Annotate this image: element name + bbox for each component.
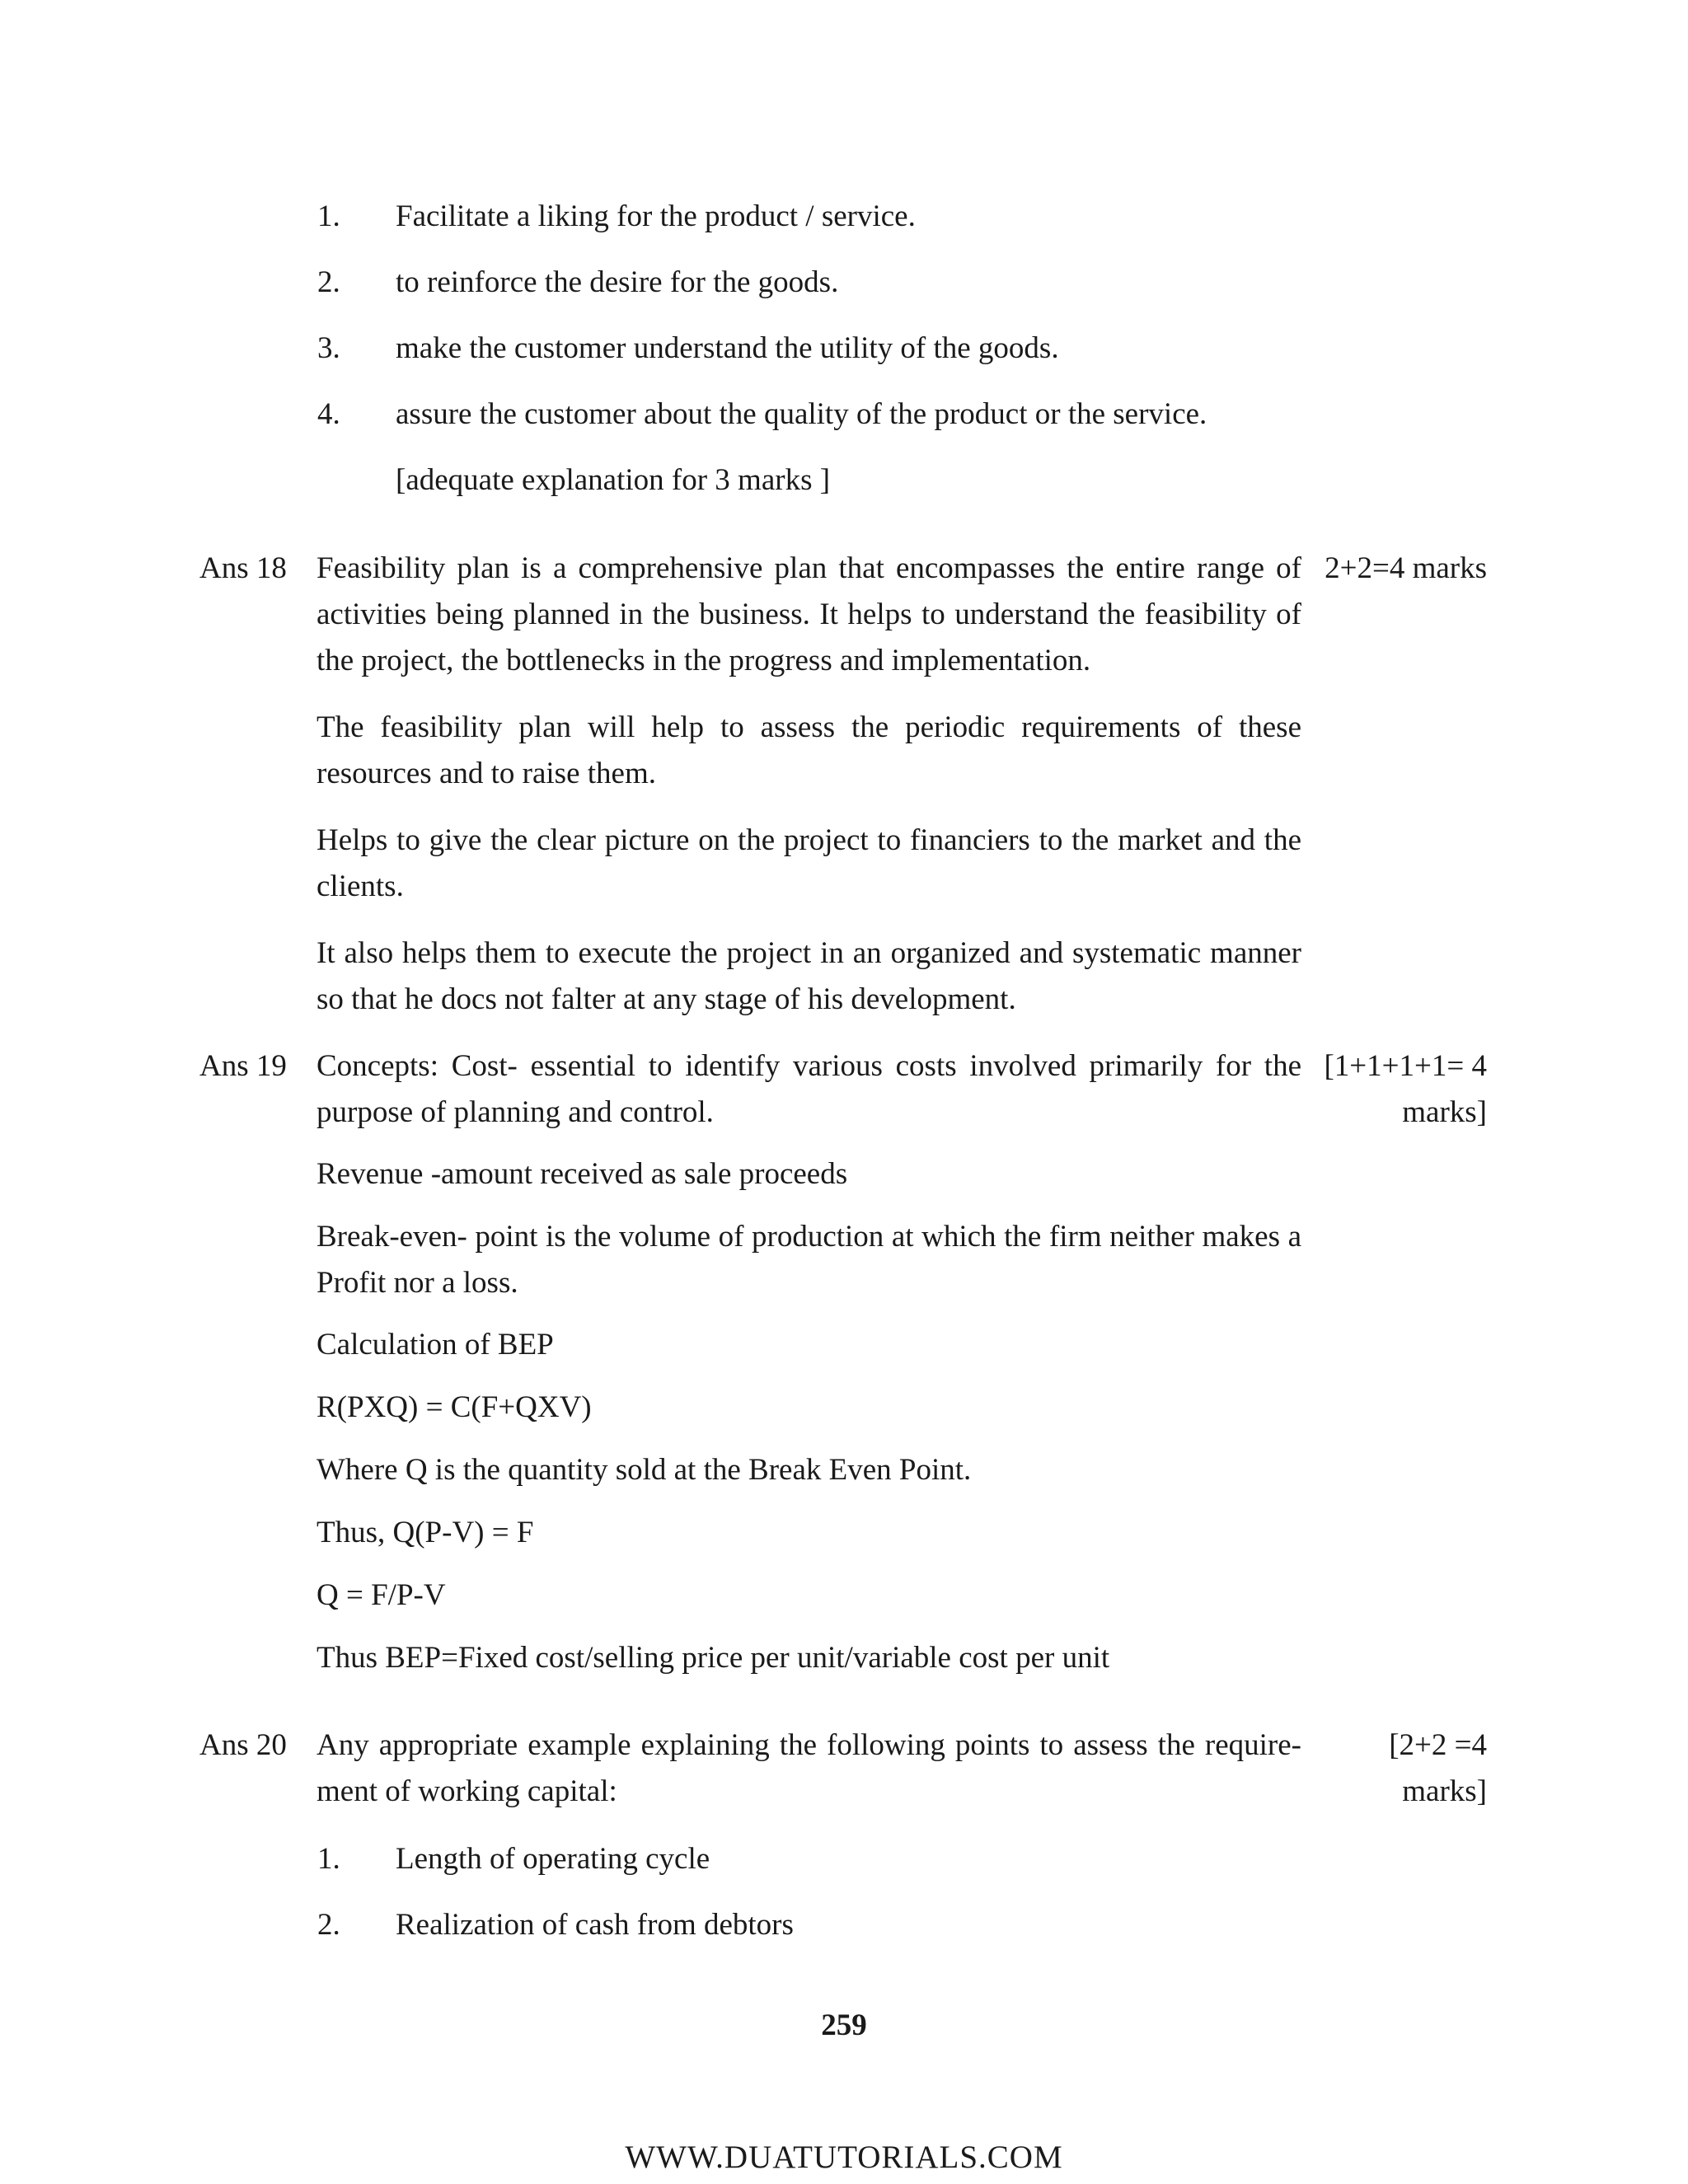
- list-text: assure the customer about the quality of the product or the service.: [396, 397, 1207, 431]
- list-item: [317, 1836, 1306, 1882]
- list-number: 3.: [317, 331, 340, 365]
- answer-label: Ans 20: [199, 1728, 287, 1762]
- answer-paragraph: It also helps them to execute the project in an organized and systematic manner so that he docs not falter at any stage of his development.: [316, 936, 1301, 1016]
- answer-paragraph: Helps to give the clear picture on the project to financiers to the market and the clients.: [316, 823, 1301, 903]
- answer-marks: marks]: [1402, 1774, 1487, 1808]
- list-text: Realization of cash from debtors: [396, 1908, 794, 1942]
- list-text: to reinforce the desire for the goods.: [396, 265, 839, 299]
- answer-paragraph: The feasibility plan will help to assess the periodic requirements of these resources and to raise them.: [316, 710, 1301, 790]
- answer-marks: [1+1+1+1= 4: [1324, 1049, 1487, 1083]
- list-item: [317, 260, 1306, 306]
- list-number: 2.: [317, 1908, 340, 1942]
- answer-label: Ans 18: [199, 551, 287, 585]
- list-item: [317, 194, 1306, 240]
- answer-paragraph: Concepts: Cost- essential to identify various costs involved primarily for the purpose of planning and control.: [316, 1049, 1301, 1129]
- formula-line: R(PXQ) = C(F+QXV): [316, 1390, 592, 1424]
- footer-url: WWW.DUATUTORIALS.COM: [625, 2139, 1063, 2175]
- list-number: 2.: [317, 265, 340, 299]
- answer-paragraph: Feasibility plan is a comprehensive plan that encompasses the entire range of activities being planned in the business. It helps to understand the feasibility of the project, the bottlenecks in the progress and implementation.: [316, 551, 1301, 677]
- formula-line: Thus, Q(P-V) = F: [316, 1516, 534, 1549]
- answer-marks: 2+2=4 marks: [1325, 551, 1487, 585]
- list-item: [317, 1902, 1306, 1948]
- answer-marks: [2+2 =4: [1389, 1728, 1487, 1762]
- answer-line: Revenue -amount received as sale proceeds: [316, 1157, 848, 1191]
- list-item: [317, 326, 1306, 372]
- answer-line: Where Q is the quantity sold at the Break Even Point.: [316, 1453, 972, 1487]
- marks-note: [adequate explanation for 3 marks ]: [396, 463, 831, 497]
- answer-line: Calculation of BEP: [316, 1328, 554, 1361]
- list-number: 1.: [317, 199, 340, 233]
- answer-label: Ans 19: [199, 1049, 287, 1083]
- formula-line: Q = F/P-V: [316, 1578, 446, 1612]
- answer-marks: marks]: [1402, 1095, 1487, 1129]
- list-item: [317, 391, 1306, 438]
- list-number: 1.: [317, 1842, 340, 1876]
- list-text: Length of operating cycle: [396, 1842, 710, 1876]
- list-text: Facilitate a liking for the product / service.: [396, 199, 916, 233]
- page-number: 259: [821, 2008, 867, 2042]
- answer-paragraph: Any appropriate example explaining the following points to assess the require- ment of working capital:: [316, 1728, 1301, 1808]
- answer-line: Thus BEP=Fixed cost/selling price per unit/variable cost per unit: [316, 1641, 1110, 1675]
- list-number: 4.: [317, 397, 340, 431]
- list-text: make the customer understand the utility of the goods.: [396, 331, 1059, 365]
- answer-paragraph: Break-even- point is the volume of production at which the firm neither makes a Profit nor a loss.: [316, 1220, 1301, 1300]
